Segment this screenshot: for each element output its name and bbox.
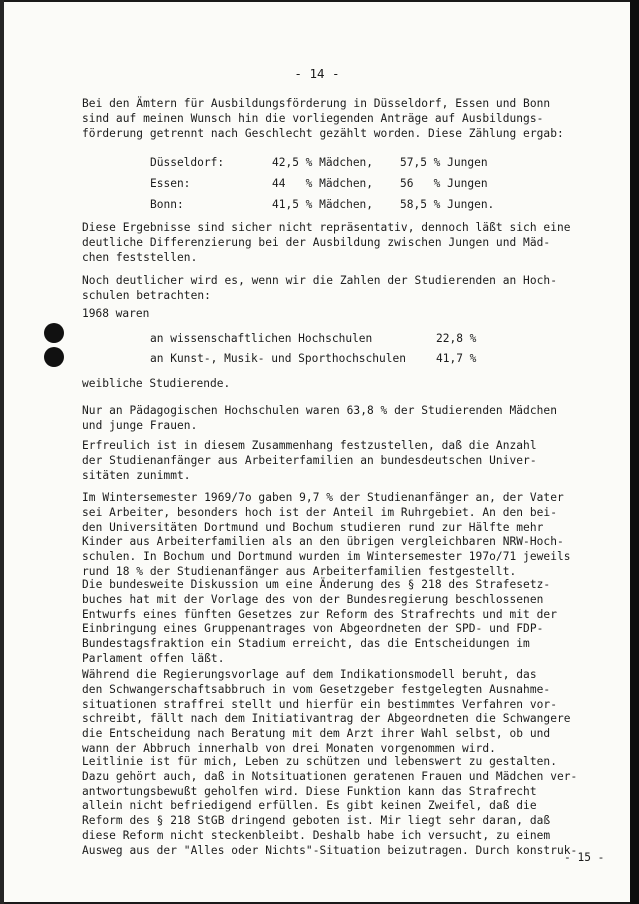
girls-share: 41,5 % Mädchen, <box>272 198 374 211</box>
boys-share: 57,5 % Jungen <box>400 156 488 169</box>
document-page <box>4 2 630 902</box>
punch-hole-icon <box>44 323 64 343</box>
paragraph-pedagogic: Nur an Pädagogischen Hochschulen waren 63,8 % der Studierenden Mädchen und junge Frauen. <box>82 404 557 432</box>
paragraph-workers: Erfreulich ist in diesem Zusammenhang festzustellen, daß die Anzahl der Studienanfänger aus Arbeiterfamilien an bundesdeutschen Univer- sitäten zunimmt. <box>82 439 537 482</box>
punch-hole-icon <box>44 347 64 367</box>
city-label: Düsseldorf: <box>150 156 225 169</box>
year-label: 1968 waren <box>82 307 150 320</box>
university-type-value: 22,8 % <box>436 332 477 345</box>
paragraph-winter: Im Wintersemester 1969/7o gaben 9,7 % der Studienanfänger an, der Vater sei Arbeiter, besonders hoch ist der Anteil im Ruhrgebiet. An den bei- den Universitäten Dortmund und Bochum studieren rund zur Hälfte mehr Kinder aus Arbeiterfamilien als an den übrigen vergleichbaren NRW-Hoch- schulen. In Bochum und Dortmund wurden im Wintersemester 197o/71 jeweils rund 18 % der Studienanfänger aus Arbeiterfamilien festgestellt. <box>82 491 571 578</box>
female-students-label: weibliche Studierende. <box>82 377 231 390</box>
girls-share: 42,5 % Mädchen, <box>272 156 374 169</box>
scan-right-edge <box>630 0 639 904</box>
boys-share: 58,5 % Jungen. <box>400 198 495 211</box>
university-type-label: an Kunst-, Musik- und Sporthochschulen <box>150 352 406 365</box>
paragraph-results: Diese Ergebnisse sind sicher nicht repräsentativ, dennoch läßt sich eine deutliche Differenzierung bei der Ausbildung zwischen Jungen und Mäd- chen feststellen. <box>82 221 571 264</box>
paragraph-guideline: Leitlinie ist für mich, Leben zu schützen und lebenswert zu gestalten. Dazu gehört auch, daß in Notsituationen geratenen Frauen und Mädchen ver- antwortungsbewußt geholfen wird. Diese Funktion kann das Strafrecht allein nicht befriedigend erfüllen. Es gibt keinen Zweifel, daß die Reform des § 218 StGB dringend geboten ist. Mir liegt sehr daran, daß diese Reform nicht steckenbleibt. Deshalb habe ich versucht, zu einem Ausweg aus der "Alles oder Nichts"-Situation beizutragen. Durch konstruk- <box>82 755 578 857</box>
university-type-value: 41,7 % <box>436 352 477 365</box>
paragraph-students: Noch deutlicher wird es, wenn wir die Zahlen der Studierenden an Hoch- schulen betrachten: <box>82 274 557 302</box>
page-number: - 14 - <box>294 66 340 81</box>
university-type-label: an wissenschaftlichen Hochschulen <box>150 332 373 345</box>
next-page-number: - 15 - <box>564 851 605 864</box>
paragraph-218: Die bundesweite Diskussion um eine Änderung des § 218 des Strafesetz- buches hat mit der Vorlage des von der Bundesregierung beschlossenen Entwurfs eines fünften Gesetzes zur Reform des Strafrechts und mit der Einbringung eines Gruppenantrages von Abgeordneten der SPD- und FDP- Bundestagsfraktion ein Stadium erreicht, das die Entscheidungen im Parlament offen läßt. <box>82 578 557 665</box>
city-label: Bonn: <box>150 198 184 211</box>
paragraph-intro: Bei den Ämtern für Ausbildungsförderung in Düsseldorf, Essen und Bonn sind auf meinen Wunsch hin die vorliegenden Anträge auf Ausbildungs- förderung getrennt nach Geschlecht gezählt worden. Diese Zählung ergab: <box>82 97 564 140</box>
paragraph-government: Während die Regierungsvorlage auf dem Indikationsmodell beruht, das den Schwangerschaftsabbruch in vom Gesetzgeber festgelegten Ausnahme- situationen straffrei stellt und hierfür ein bestimmtes Verfahren vor- schreibt, fällt nach dem Initiativantrag der Abgeordneten die Schwangere die Entscheidung nach Beratung mit dem Arzt ihrer Wahl selbst, ob und wann der Abbruch innerhalb von drei Monaten vorgenommen wird. <box>82 668 571 755</box>
boys-share: 56 % Jungen <box>400 177 488 190</box>
girls-share: 44 % Mädchen, <box>272 177 374 190</box>
city-label: Essen: <box>150 177 191 190</box>
